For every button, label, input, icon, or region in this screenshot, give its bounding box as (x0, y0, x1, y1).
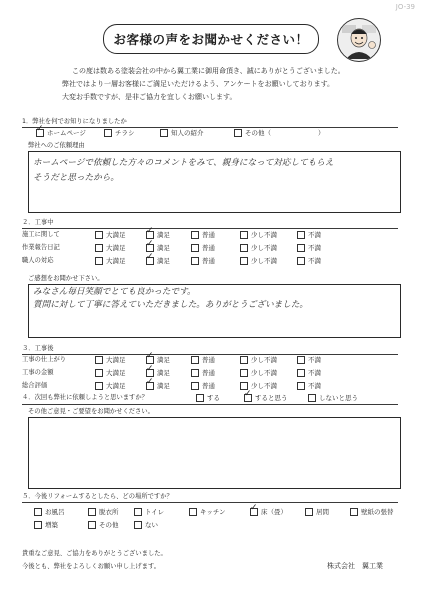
checkbox[interactable] (196, 394, 204, 402)
q3-rating-option[interactable]: 少し不満 (240, 356, 277, 364)
divider (22, 228, 398, 229)
checkbox-checked[interactable] (244, 394, 252, 402)
checkbox[interactable] (34, 521, 42, 529)
q5-heading: ５．今後リフォームするとしたら、どの場所ですか？ (22, 493, 173, 500)
checkbox[interactable] (191, 231, 199, 239)
q3-row-label: 工事の仕上がり (22, 356, 67, 363)
q3-rating-option[interactable]: 普通 (191, 356, 215, 364)
checkbox[interactable] (95, 369, 103, 377)
checkbox[interactable] (240, 257, 248, 265)
q2-rating-option[interactable]: 少し不満 (240, 244, 277, 252)
q5-option[interactable]: 壁紙の張替 (350, 508, 394, 516)
checkbox-checked[interactable] (146, 257, 154, 265)
checkbox-checked[interactable] (36, 129, 44, 137)
q1-option-other[interactable]: その他（ (234, 129, 271, 137)
q1-option-homepage[interactable]: ✓ホームページ (36, 129, 86, 137)
q3-heading: ３．工事後 (22, 345, 54, 352)
q5-option[interactable]: トイレ (134, 508, 164, 516)
checkbox-checked[interactable] (146, 244, 154, 252)
divider (22, 404, 398, 405)
divider (22, 354, 398, 355)
q3-rating-option[interactable]: ✓ 満足 (146, 356, 170, 364)
q3-row-label: 工事の金額 (22, 369, 54, 376)
handwritten-reason-line-1: ホームページで依頼した方々のコメントをみて、親身になって対応してもらえ (33, 158, 334, 168)
q4-opinion-textarea[interactable] (28, 417, 401, 489)
checkbox[interactable] (308, 394, 316, 402)
q2-rating-option[interactable]: 大満足 (95, 231, 126, 239)
footer-thanks: 貴重なご意見、ご協力をありがとうございました。 (22, 550, 167, 557)
q1-option-flyer[interactable]: チラシ (104, 129, 135, 137)
q2-rating-option[interactable]: 不満 (297, 244, 321, 252)
checkbox[interactable] (240, 369, 248, 377)
q2-row-label: 作業報告日記 (22, 244, 60, 251)
checkbox[interactable] (95, 231, 103, 239)
q5-option[interactable]: ✓ 床（畳） (250, 508, 287, 516)
handwritten-reason-line-2: そうだと思ったから。 (33, 173, 119, 183)
q3-rating-option[interactable]: 大満足 (95, 356, 126, 364)
checkbox[interactable] (134, 508, 142, 516)
checkbox[interactable] (95, 382, 103, 390)
q3-rating-option[interactable]: ✓ 満足 (146, 382, 170, 390)
q3-rating-option[interactable]: 大満足 (95, 382, 126, 390)
checkbox-checked[interactable] (146, 382, 154, 390)
q3-rating-option[interactable]: 不満 (297, 382, 321, 390)
checkbox[interactable] (240, 244, 248, 252)
q2-comment-label: ご感想をお聞かせ下さい。 (28, 275, 104, 282)
q2-rating-option[interactable]: 不満 (297, 257, 321, 265)
checkbox[interactable] (191, 382, 199, 390)
q3-rating-option[interactable]: 少し不満 (240, 382, 277, 390)
checkbox[interactable] (297, 369, 305, 377)
divider (22, 502, 398, 503)
checkbox[interactable] (191, 369, 199, 377)
q2-comment-textarea[interactable] (28, 284, 401, 338)
intro-line-3: 大変お手数ですが、是非ご協力を宜しくお願いします。 (62, 93, 237, 101)
checkbox[interactable] (240, 231, 248, 239)
q5-option[interactable]: 脱衣所 (88, 508, 119, 516)
q4-option-think-wont[interactable]: しないと思う (308, 394, 358, 402)
checkbox[interactable] (95, 244, 103, 252)
q5-option[interactable]: 居間 (305, 508, 329, 516)
footer-regards: 今後とも、弊社をよろしくお願い申し上げます。 (22, 563, 161, 570)
q1-other-close-paren: ） (318, 129, 325, 137)
q3-rating-option[interactable]: 普通 (191, 382, 215, 390)
checkbox-checked[interactable] (146, 231, 154, 239)
q3-rating-option[interactable]: 普通 (191, 369, 215, 377)
q2-rating-option[interactable]: ✓ 満足 (146, 231, 170, 239)
checkbox[interactable] (34, 508, 42, 516)
page-title: お客様の声をお聞かせください！ (103, 24, 319, 54)
checkbox[interactable] (297, 231, 305, 239)
q3-rating-option[interactable]: 不満 (297, 369, 321, 377)
q5-option[interactable]: お風呂 (34, 508, 65, 516)
q5-option[interactable]: 増築 (34, 521, 58, 529)
checkbox[interactable] (95, 356, 103, 364)
checkbox[interactable] (297, 257, 305, 265)
q2-rating-option[interactable]: 少し不満 (240, 231, 277, 239)
checkbox[interactable] (240, 356, 248, 364)
checkbox[interactable] (191, 244, 199, 252)
handwritten-comment-line-1: みなさん毎日笑顔でとても良かったです。 (33, 287, 196, 297)
q3-rating-option[interactable]: ✓ 満足 (146, 369, 170, 377)
q3-rating-option[interactable]: 少し不満 (240, 369, 277, 377)
q5-option[interactable]: その他 (88, 521, 119, 529)
q5-option[interactable]: ない (134, 521, 158, 529)
intro-line-2: 弊社ではより一層お客様にご満足いただけるよう、アンケートをお願いしております。 (62, 80, 335, 88)
intro-line-1: この度は数ある塗装会社の中から翼工業に御用命頂き、誠にありがとうございました。 (72, 67, 345, 75)
q1-reason-label: 弊社へのご依頼理由 (28, 142, 85, 149)
q4-option-will[interactable]: する (196, 394, 220, 402)
q2-rating-option[interactable]: ✓ 満足 (146, 257, 170, 265)
q4-opinion-label: その他ご意見・ご要望をお聞かせください。 (28, 408, 154, 415)
checkbox[interactable] (104, 129, 112, 137)
checkbox[interactable] (297, 356, 305, 364)
q4-heading: ４．次回も弊社に依頼しようと思いますか？ (22, 394, 148, 401)
checkbox[interactable] (88, 508, 96, 516)
q3-row-label: 総合評価 (22, 382, 48, 389)
q4-option-think-will[interactable]: ✓ すると思う (244, 394, 288, 402)
q2-rating-option[interactable]: 不満 (297, 231, 321, 239)
checkbox-checked[interactable] (146, 356, 154, 364)
q2-row-label: 職人の対応 (22, 257, 54, 264)
checkbox[interactable] (95, 257, 103, 265)
q2-rating-option[interactable]: 大満足 (95, 257, 126, 265)
q2-heading: ２．工事中 (22, 219, 54, 226)
q2-rating-option[interactable]: 少し不満 (240, 257, 277, 265)
q1-reason-textarea[interactable] (28, 151, 401, 213)
checkbox[interactable] (134, 521, 142, 529)
checkbox[interactable] (297, 382, 305, 390)
checkbox[interactable] (160, 129, 168, 137)
checkbox[interactable] (88, 521, 96, 529)
checkbox[interactable] (189, 508, 197, 516)
q3-rating-option[interactable]: 大満足 (95, 369, 126, 377)
q3-rating-option[interactable]: 不満 (297, 356, 321, 364)
company-name: 株式会社 翼工業 (327, 562, 383, 570)
checkbox-checked[interactable] (146, 369, 154, 377)
mascot-avatar (337, 18, 381, 62)
q1-option-referral[interactable]: 知人の紹介 (160, 129, 204, 137)
checkbox[interactable] (191, 356, 199, 364)
document-stamp: JO-39 (395, 3, 415, 11)
handwritten-comment-line-2: 質問に対して丁寧に答えていただきました。ありがとうございました。 (33, 300, 309, 310)
q2-rating-option[interactable]: ✓ 満足 (146, 244, 170, 252)
q1-heading: 1．弊社を何でお知りになりましたか (22, 118, 127, 125)
divider (22, 127, 398, 128)
q2-rating-option[interactable]: 普通 (191, 244, 215, 252)
q2-row-label: 施工に関して (22, 231, 60, 238)
checkbox[interactable] (350, 508, 358, 516)
checkbox[interactable] (297, 244, 305, 252)
checkbox-checked[interactable] (250, 508, 258, 516)
q2-rating-option[interactable]: 普通 (191, 257, 215, 265)
q5-option[interactable]: キッチン (189, 508, 226, 516)
checkbox[interactable] (305, 508, 313, 516)
q2-rating-option[interactable]: 大満足 (95, 244, 126, 252)
checkbox[interactable] (191, 257, 199, 265)
checkbox[interactable] (234, 129, 242, 137)
q2-rating-option[interactable]: 普通 (191, 231, 215, 239)
